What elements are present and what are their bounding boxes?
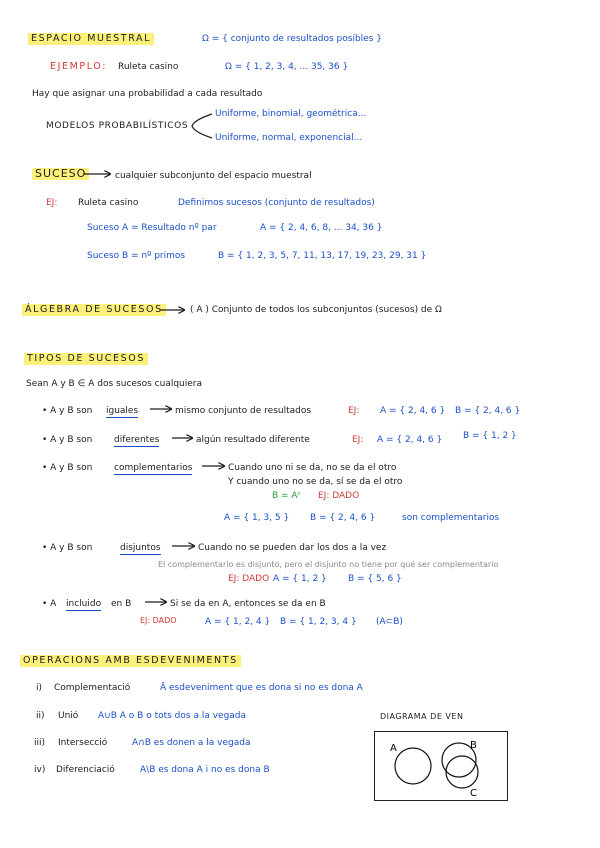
probability-note: Hay que asignar una probabilidad a cada resultado <box>32 89 263 99</box>
diferentes-pre: • A y B son <box>42 435 93 445</box>
model-item-2: Uniforme, normal, exponencial... <box>215 133 363 143</box>
complementarios-relation: B = Aᶜ <box>272 491 301 501</box>
disjuntos-pre: • A y B son <box>42 543 93 553</box>
diferentes-desc: algún resultado diferente <box>196 435 310 445</box>
disjuntos-word: disjuntos <box>120 543 161 553</box>
iguales-desc: mismo conjunto de resultados <box>175 406 312 416</box>
op-3-num: iii) <box>34 738 46 748</box>
diferentes-word: diferentes <box>114 435 160 445</box>
suceso-heading: SUCESO <box>32 168 89 180</box>
suceso-b-set: B = { 1, 2, 3, 5, 7, 11, 13, 17, 19, 23, 29, 31 } <box>218 251 427 261</box>
algebra-heading: ÁLGEBRA DE SUCESOS <box>22 304 166 316</box>
example-set: Ω = { 1, 2, 3, 4, ... 35, 36 } <box>225 62 349 72</box>
complementarios-ej: EJ: DADO <box>318 491 360 501</box>
venn-label-c: C <box>470 788 477 799</box>
models-brace <box>192 114 212 138</box>
define-note: Definimos sucesos (conjunto de resultados) <box>178 198 375 208</box>
model-item-1: Uniforme, binomial, geométrica... <box>215 109 367 119</box>
incluido-relation: (A⊂B) <box>376 617 403 627</box>
complementarios-pre: • A y B son <box>42 463 93 473</box>
diferentes-a: A = { 2, 4, 6 } <box>377 435 443 445</box>
op-4-name: Diferenciació <box>56 765 115 775</box>
complementarios-note: son complementarios <box>402 513 500 523</box>
op-2-num: ii) <box>36 711 45 721</box>
tipos-intro: Sean A y B ∈ A dos sucesos cualquiera <box>26 379 203 389</box>
suceso-a-label: Suceso A = Resultado nº par <box>87 223 217 233</box>
complementarios-word: complementarios <box>114 463 193 473</box>
incluido-desc: Si se da en A, entonces se da en B <box>170 599 326 609</box>
diferentes-ej: EJ: <box>352 435 364 445</box>
disjuntos-a: A = { 1, 2 } <box>273 574 327 584</box>
op-1-name: Complementació <box>54 683 131 693</box>
incluido-mid: en B <box>111 599 132 609</box>
suceso-b-label: Suceso B = nº primos <box>87 251 186 261</box>
op-1-desc: Ā esdeveniment que es dona si no es dona A <box>160 683 363 693</box>
incluido-ej: EJ: DADO <box>140 616 177 625</box>
op-2-name: Unió <box>58 711 79 721</box>
algebra-definition: ( A ) Conjunto de todos los subconjuntos (sucesos) de Ω <box>190 305 442 315</box>
op-2-desc: A∪B A o B o tots dos a la vegada <box>98 711 247 721</box>
disjuntos-b: B = { 5, 6 } <box>348 574 402 584</box>
op-4-desc: A\B es dona A i no es dona B <box>140 765 270 775</box>
op-1-num: i) <box>36 683 43 693</box>
suceso-a-set: A = { 2, 4, 6, 8, ... 34, 36 } <box>260 223 383 233</box>
suceso-definition: cualquier subconjunto del espacio muestral <box>115 171 312 181</box>
op-4-num: iv) <box>34 765 46 775</box>
espacio-muestral-heading: ESPACIO MUESTRAL <box>28 33 154 45</box>
iguales-b: B = { 2, 4, 6 } <box>455 406 521 416</box>
incluido-b: B = { 1, 2, 3, 4 } <box>280 617 357 627</box>
incluido-pre: • A <box>42 599 57 609</box>
disjuntos-ej: EJ: DADO <box>228 574 270 584</box>
complementarios-desc-1: Cuando uno ni se da, no se da el otro <box>228 463 397 473</box>
models-label: MODELOS PROBABILÍSTICOS <box>46 121 189 131</box>
op-3-name: Intersecció <box>58 738 108 748</box>
sample-space-definition: Ω = { conjunto de resultados posibles } <box>202 34 382 44</box>
example-text: Ruleta casino <box>118 62 179 72</box>
venn-label-b: B <box>470 740 477 751</box>
incluido-word: incluido <box>66 599 102 609</box>
suceso-example-label: EJ: <box>46 198 58 208</box>
diferentes-b: B = { 1, 2 } <box>463 431 517 441</box>
complementarios-a: A = { 1, 3, 5 } <box>224 513 290 523</box>
disjuntos-desc: Cuando no se pueden dar los dos a la vez <box>198 543 387 553</box>
example-label: EJEMPLO: <box>50 61 107 72</box>
incluido-a: A = { 1, 2, 4 } <box>205 617 271 627</box>
complementarios-b: B = { 2, 4, 6 } <box>310 513 376 523</box>
iguales-a: A = { 2, 4, 6 } <box>380 406 446 416</box>
iguales-word: iguales <box>106 406 139 416</box>
suceso-example-text: Ruleta casino <box>78 198 139 208</box>
op-3-desc: A∩B es donen a la vegada <box>132 738 251 748</box>
venn-title: DIAGRAMA DE VEN <box>380 712 464 721</box>
iguales-pre: • A y B son <box>42 406 93 416</box>
complementarios-desc-2: Y cuando uno no se da, sí se da el otro <box>228 477 403 487</box>
venn-label-a: A <box>390 743 397 754</box>
tipos-heading: TIPOS DE SUCESOS <box>24 353 148 365</box>
operaciones-heading: OPERACIONS AMB ESDEVENIMENTS <box>20 655 241 667</box>
iguales-ej: EJ: <box>348 406 360 416</box>
disjuntos-note: El complementario es disjunto, pero el disjunto no tiene por qué ser complementario <box>158 560 499 569</box>
